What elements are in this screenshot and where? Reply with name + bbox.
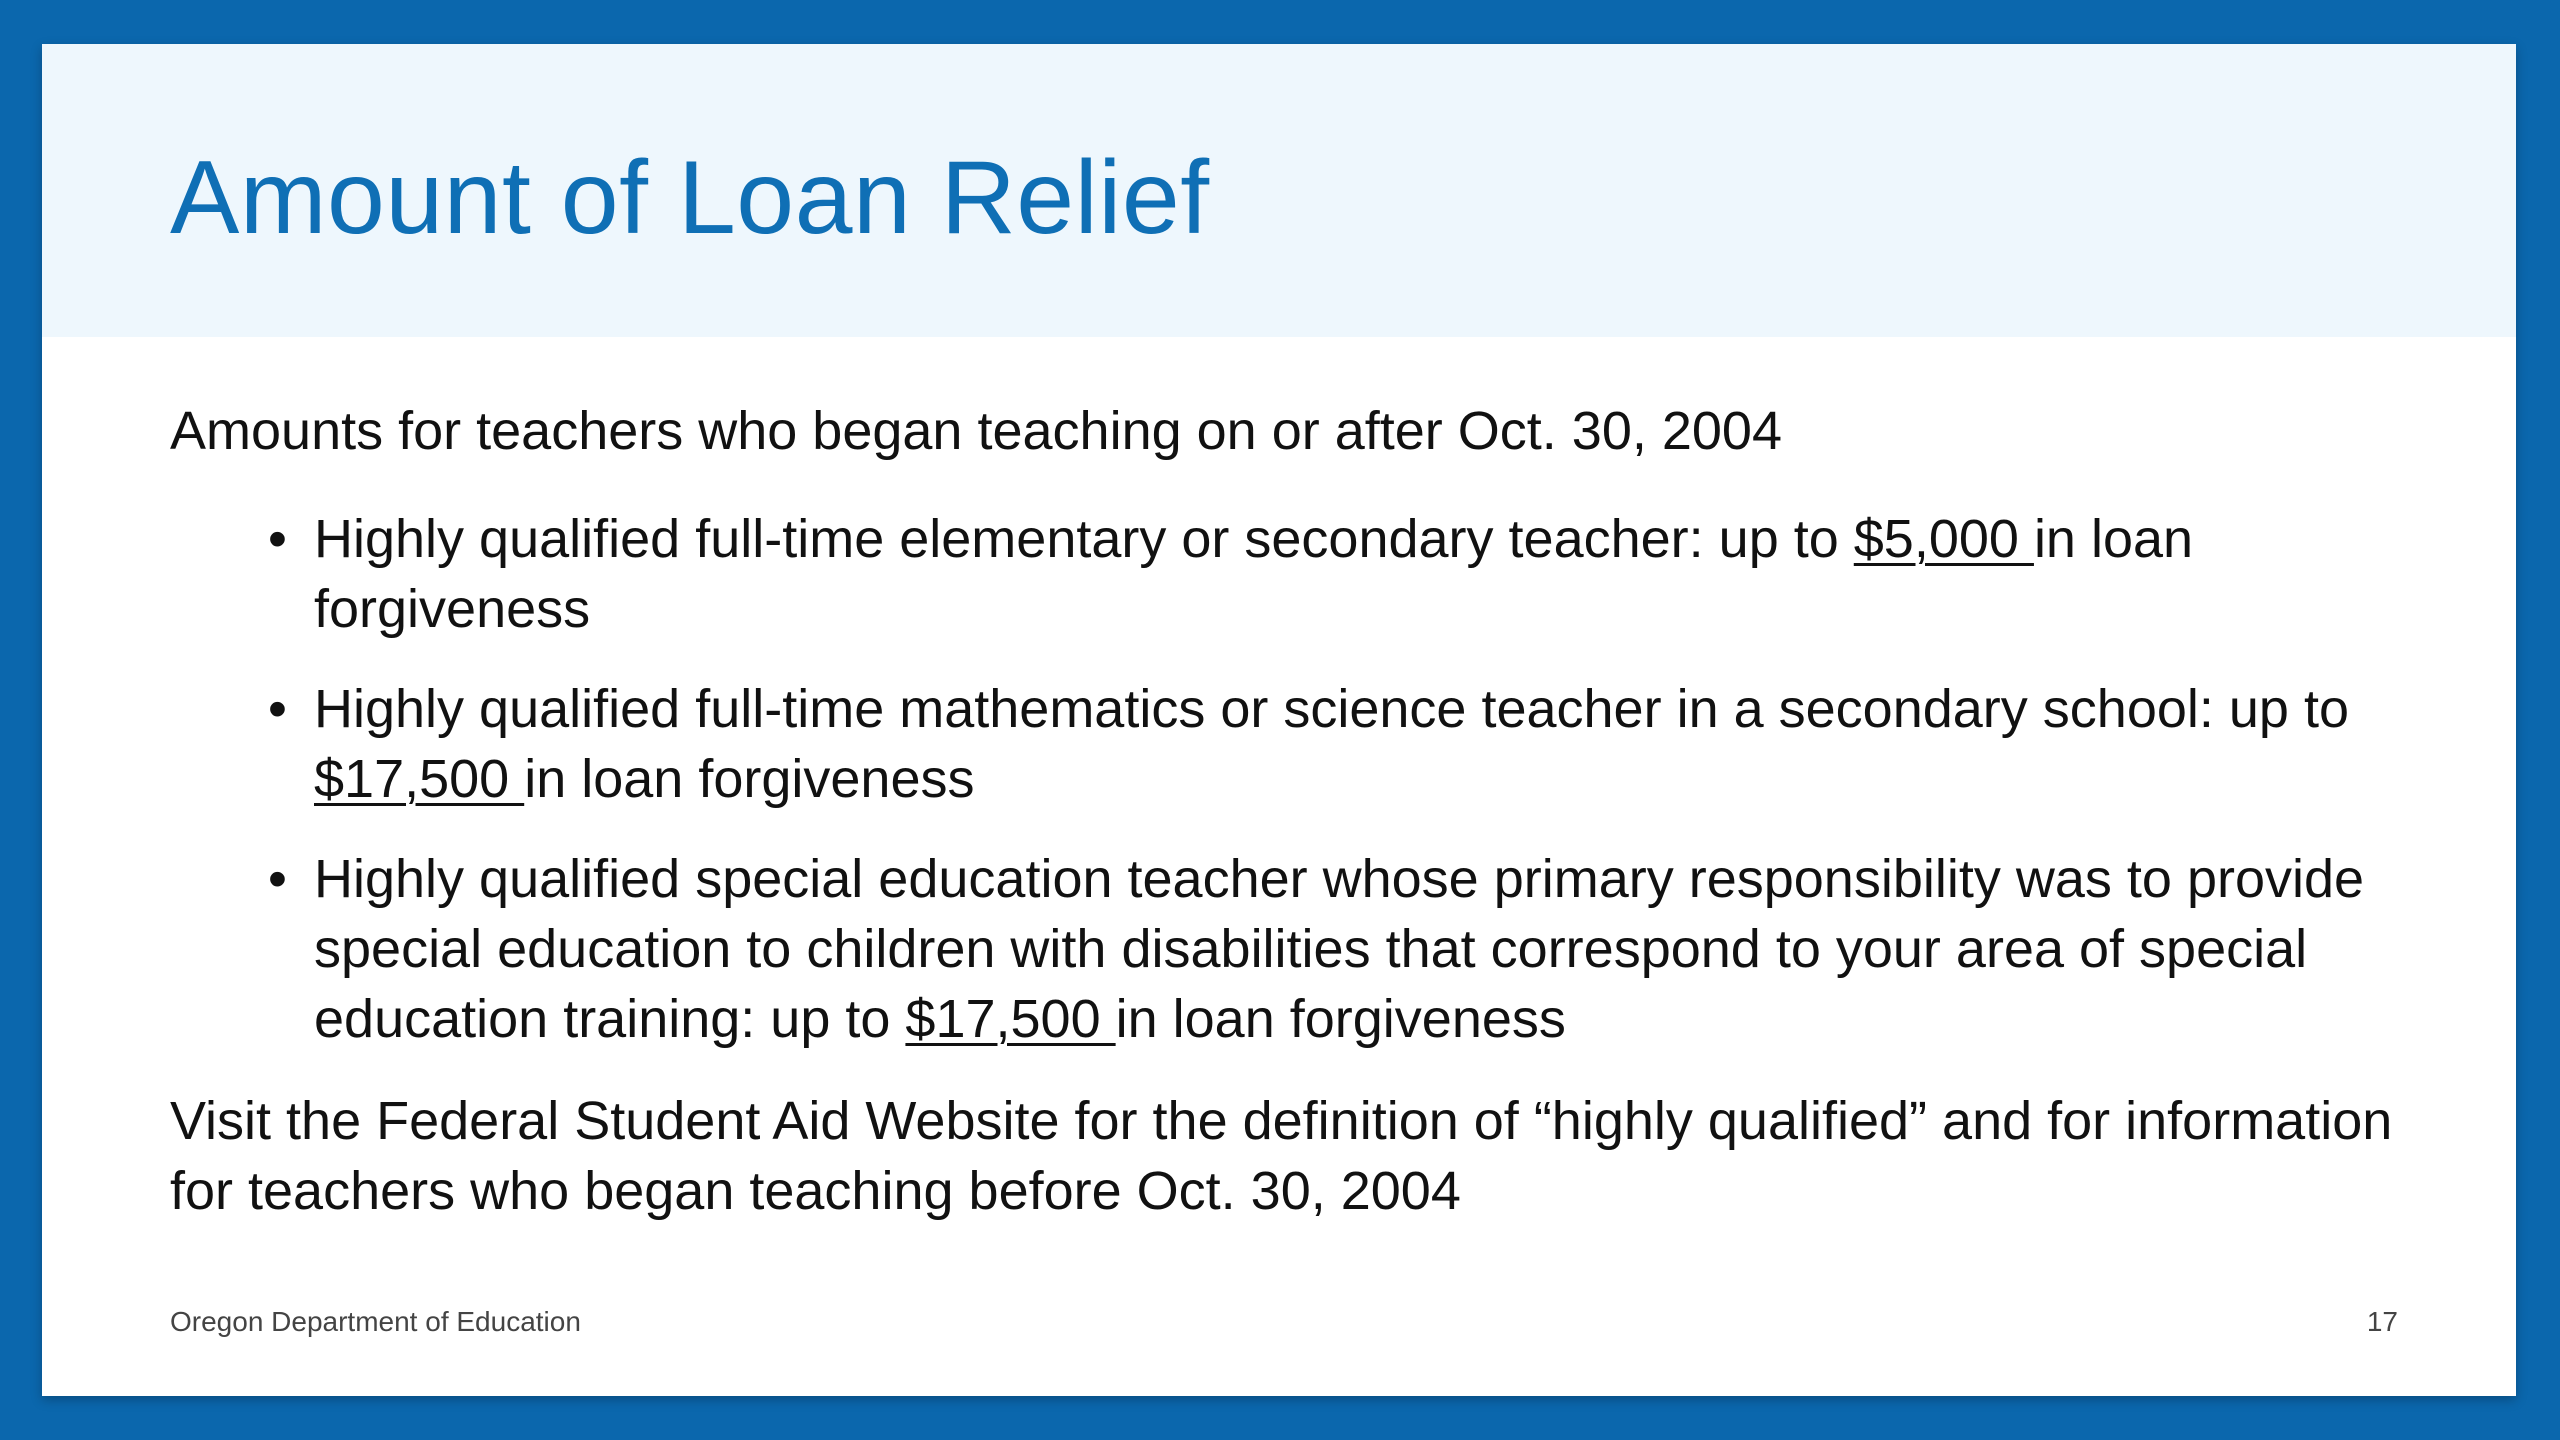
footer-organization: Oregon Department of Education [170,1306,581,1337]
bullet-text: in loan forgiveness [1115,989,1566,1049]
footnote-text: Visit the Federal Student Aid Website for the definition of “highly qualified” and for information for teachers who began teaching before Oct. 30, 2004 [170,1091,2393,1221]
bullet-item [170,504,2430,644]
loan-amount: $17,500 [905,989,1116,1049]
bullet-item [170,674,2430,814]
slide-title: Amount of Loan Relief [170,140,1210,256]
intro-text: Amounts for teachers who began teaching on or after Oct. 30, 2004 [170,401,1782,461]
bullet-text: in loan forgiveness [524,749,975,809]
bullet-list [170,504,2430,1054]
bullet-text: Highly qualified full-time mathematics or science teacher in a secondary school: up to [314,679,2349,739]
page-number: 17 [2366,1306,2398,1337]
slide-content [170,396,2430,1226]
bullet-text: in loan forgiveness [314,509,2194,639]
slide [42,44,2516,1396]
bullet-icon: • [268,509,287,569]
bullet-icon: • [268,679,287,739]
bullet-icon: • [268,849,287,909]
bullet-text: Highly qualified special education teacher whose primary responsibility was to provide special education to children with disabilities that correspond to your area of special education training: up to [314,849,2365,1049]
bullet-item [170,844,2430,1054]
loan-amount: $5,000 [1853,509,2034,569]
bullet-text: Highly qualified full-time elementary or secondary teacher: up to [314,509,1854,569]
loan-amount: $17,500 [314,749,525,809]
